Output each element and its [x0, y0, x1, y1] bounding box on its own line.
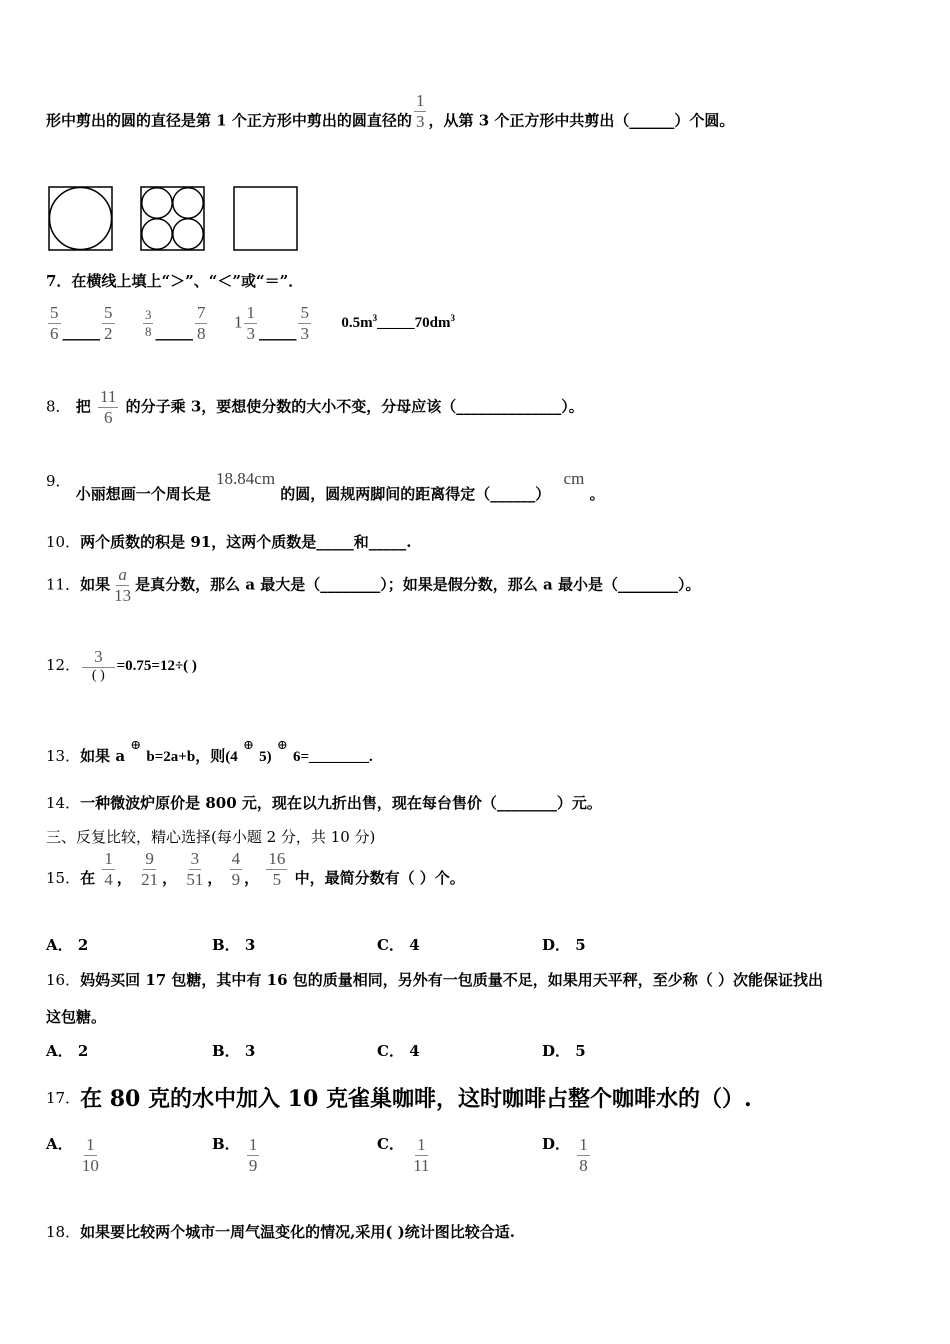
q9-number: 9．: [46, 472, 71, 490]
q7-blank-2[interactable]: _____: [155, 323, 193, 342]
q7-blank-4[interactable]: _____: [377, 315, 415, 332]
q8-number: 8．: [46, 397, 71, 416]
q12-text: =0.75=12÷( ): [116, 657, 197, 674]
q12-line: [46, 648, 197, 684]
q18-line: [46, 1221, 515, 1242]
q6-text-after: ，从第: [428, 111, 474, 130]
q16-line-2: 这包糖。: [46, 1008, 107, 1026]
q9-pre: 小丽想画一个周长是: [75, 485, 211, 503]
q7-frac-5-6: $\frac{5}{6}$: [50, 303, 59, 343]
q16-text-1: 妈妈买回 17 包糖，其中有 16 包的质量相同，另外有一包质量不足，如果用天平秤，至少称（ ）次能保证找出: [80, 971, 823, 989]
circled-plus-icon: ⊕: [130, 738, 142, 753]
q17-option-b[interactable]: B． $\frac{1}{9}$: [212, 1135, 258, 1175]
q13-part1: b=2a+b，则(4: [146, 749, 238, 765]
square-2: [141, 187, 204, 250]
q15-pre: 在: [80, 869, 96, 888]
q11-number: 11．: [46, 575, 81, 594]
q9-text: 的圆，圆规两脚间的距离得定（______）: [280, 485, 551, 503]
q14-line: [46, 792, 602, 813]
q15-frac-5: $\frac{16}{5}$: [268, 849, 286, 889]
q17-option-d[interactable]: D． $\frac{1}{8}$: [542, 1135, 588, 1175]
q13-line: [46, 735, 373, 765]
q6-n3: 3: [478, 111, 490, 130]
q6-text-end: 个正方形中共剪出（______）个圆。: [494, 111, 735, 130]
q12-fraction: $\frac{3}{( )}$: [82, 648, 115, 684]
q15-option-d[interactable]: D． 5: [542, 936, 586, 954]
q9-end: 。: [589, 485, 605, 503]
q15-frac-3: $\frac{3}{51}$: [186, 849, 204, 889]
q15-frac-2: $\frac{9}{21}$: [141, 849, 159, 889]
q15-frac-4: $\frac{4}{9}$: [231, 849, 241, 889]
q17-text: 在 80 克的水中加入 10 克雀巢咖啡，这时咖啡占整个咖啡水的（）.: [80, 1086, 752, 1112]
q18-text: 如果要比较两个城市一周气温变化的情况,采用( )统计图比较合适.: [80, 1223, 515, 1241]
q16-option-b[interactable]: B． 3: [212, 1042, 256, 1060]
q7-frac-3-8: $\frac{3}{8}$: [144, 307, 152, 339]
q7-mixed-whole: 1: [233, 312, 243, 332]
q9-unit: cm: [563, 469, 585, 488]
q15-text: 中，最简分数有（ ）个。: [294, 869, 465, 888]
q8-line: [46, 388, 584, 427]
q14-number: 14．: [46, 794, 81, 812]
q17-option-a[interactable]: A． $\frac{1}{10}$: [46, 1135, 99, 1175]
circled-plus-icon: ⊕: [276, 738, 288, 753]
q9-line: [46, 469, 605, 503]
q10-number: 10．: [46, 533, 81, 551]
q15-number: 15．: [46, 869, 81, 888]
q13-number: 13．: [46, 747, 81, 765]
q6-line: [46, 91, 735, 141]
q9-value: 18.84cm: [216, 469, 276, 488]
q6-n1: 1: [216, 111, 227, 130]
q6-text-mid: 个正方形中剪出的圆直径的: [231, 111, 412, 130]
q16-line-1: [46, 969, 823, 990]
squares-figure: [48, 186, 300, 252]
q7-frac-1-3: $\frac{1}{3}$: [246, 303, 255, 343]
q10-line: [46, 531, 411, 552]
section-3-heading: 三、反复比较，精心选择(每小题 2 分，共 10 分): [46, 828, 376, 846]
q7-frac-5-2: $\frac{5}{2}$: [104, 303, 113, 343]
q16-option-a[interactable]: A． 2: [46, 1042, 89, 1060]
q13-part2: 5): [259, 749, 272, 765]
q7-comparisons: [46, 304, 455, 343]
circled-plus-icon: ⊕: [242, 738, 254, 753]
q17-line: [46, 1082, 752, 1113]
q7-blank-1[interactable]: _____: [62, 323, 100, 342]
q16-option-c[interactable]: C． 4: [377, 1042, 420, 1060]
square-1: [49, 187, 112, 250]
q6-fraction: $\frac{1}{3}$: [415, 91, 425, 131]
q15-option-c[interactable]: C． 4: [377, 936, 420, 954]
q7-label: 7．在横线上填上“＞”、“＜”或“＝”．: [46, 272, 304, 290]
q15-option-a[interactable]: A． 2: [46, 936, 89, 954]
q8-pre: 把: [75, 397, 91, 416]
q17-number: 17．: [46, 1089, 81, 1107]
q18-number: 18．: [46, 1223, 81, 1241]
q8-text: 的分子乘 3，要想使分数的大小不变，分母应该（______________）。: [125, 397, 584, 416]
q12-number: 12．: [46, 655, 81, 674]
q16-number: 16．: [46, 971, 81, 989]
q15-line: 15．在 $\frac{1}{4}$ ， $\frac{9}{21}$ ， $\frac{3}{51}$ ， $\frac{4}{9}$ ， $\frac{16}{5}$ 中，最简分数有（ ）个。: [46, 849, 465, 889]
q7-frac-7-8: $\frac{7}{8}$: [196, 303, 206, 343]
q6-text-before: 形中剪出的圆的直径是第: [46, 111, 212, 130]
q15-option-b[interactable]: B． 3: [212, 936, 256, 954]
q7-blank-3[interactable]: _____: [258, 323, 297, 342]
q13-pre: 如果 a: [80, 747, 126, 765]
q11-line: [46, 566, 700, 605]
q15-frac-1: $\frac{1}{4}$: [104, 849, 113, 889]
q14-text: 一种微波炉原价是 800 元，现在以九折出售，现在每台售价（________）元。: [80, 794, 602, 812]
q16-option-d[interactable]: D． 5: [542, 1042, 586, 1060]
q7-frac-5-3: $\frac{5}{3}$: [300, 303, 309, 343]
q11-pre: 如果: [80, 575, 111, 594]
q8-fraction: $\frac{11}{6}$: [100, 387, 117, 427]
q11-text: 是真分数，那么 a 最大是（________）；如果是假分数，那么 a 最小是（________）。: [135, 575, 701, 594]
q17-option-c[interactable]: C． $\frac{1}{11}$: [377, 1135, 430, 1175]
q7-volume-compare: $0.5m^3\_\_\_\_\_70dm^3$: [341, 313, 455, 332]
square-3: [234, 187, 297, 250]
q10-text: 两个质数的积是 91，这两个质数是_____和_____.: [80, 533, 412, 551]
q11-fraction: $\frac{a}{13}$: [114, 565, 132, 605]
q13-part3: 6=________.: [292, 749, 373, 765]
